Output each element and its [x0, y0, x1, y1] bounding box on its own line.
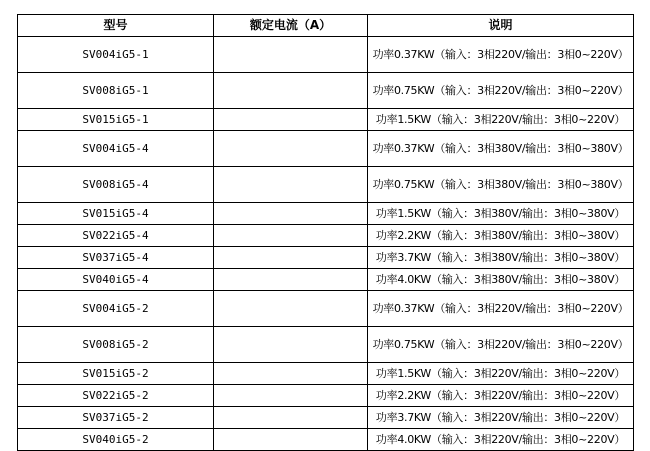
description-cell: 功率0.37KW（输入：3相380V/输出：3相0~380V） [368, 131, 634, 167]
rated-current-cell [214, 385, 368, 407]
model-cell: SV008iG5-4 [18, 167, 214, 203]
inverter-spec-table [17, 14, 634, 451]
header-description: 说明 [368, 15, 634, 37]
header-rated-current: 额定电流（A） [214, 15, 368, 37]
model-cell: SV004iG5-1 [18, 37, 214, 73]
description-cell: 功率3.7KW（输入：3相380V/输出：3相0~380V） [368, 247, 634, 269]
table-row [18, 167, 634, 203]
table-row [18, 225, 634, 247]
model-cell: SV015iG5-2 [18, 363, 214, 385]
description-cell: 功率0.75KW（输入：3相220V/输出：3相0~220V） [368, 327, 634, 363]
rated-current-cell [214, 291, 368, 327]
model-cell: SV004iG5-2 [18, 291, 214, 327]
description-cell: 功率3.7KW（输入：3相220V/输出：3相0~220V） [368, 407, 634, 429]
table-row [18, 73, 634, 109]
rated-current-cell [214, 37, 368, 73]
description-cell: 功率0.37KW（输入：3相220V/输出：3相0~220V） [368, 291, 634, 327]
model-cell: SV008iG5-1 [18, 73, 214, 109]
rated-current-cell [214, 327, 368, 363]
description-cell: 功率2.2KW（输入：3相380V/输出：3相0~380V） [368, 225, 634, 247]
rated-current-cell [214, 167, 368, 203]
table-row [18, 327, 634, 363]
table-row [18, 385, 634, 407]
rated-current-cell [214, 109, 368, 131]
table-row [18, 429, 634, 451]
table-row [18, 269, 634, 291]
model-cell: SV015iG5-1 [18, 109, 214, 131]
model-cell: SV022iG5-4 [18, 225, 214, 247]
rated-current-cell [214, 407, 368, 429]
rated-current-cell [214, 247, 368, 269]
header-row [18, 15, 634, 37]
rated-current-cell [214, 203, 368, 225]
rated-current-cell [214, 429, 368, 451]
model-cell: SV004iG5-4 [18, 131, 214, 167]
description-cell: 功率0.75KW（输入：3相380V/输出：3相0~380V） [368, 167, 634, 203]
description-cell: 功率1.5KW（输入：3相380V/输出：3相0~380V） [368, 203, 634, 225]
description-cell: 功率0.75KW（输入：3相220V/输出：3相0~220V） [368, 73, 634, 109]
description-cell: 功率4.0KW（输入：3相380V/输出：3相0~380V） [368, 269, 634, 291]
table-row [18, 37, 634, 73]
table-row [18, 291, 634, 327]
table-row [18, 407, 634, 429]
rated-current-cell [214, 363, 368, 385]
model-cell: SV015iG5-4 [18, 203, 214, 225]
table-row [18, 203, 634, 225]
header-model: 型号 [18, 15, 214, 37]
rated-current-cell [214, 269, 368, 291]
description-cell: 功率1.5KW（输入：3相220V/输出：3相0~220V） [368, 109, 634, 131]
table-row [18, 109, 634, 131]
description-cell: 功率0.37KW（输入：3相220V/输出：3相0~220V） [368, 37, 634, 73]
model-cell: SV040iG5-2 [18, 429, 214, 451]
model-cell: SV040iG5-4 [18, 269, 214, 291]
table-row [18, 363, 634, 385]
description-cell: 功率1.5KW（输入：3相220V/输出：3相0~220V） [368, 363, 634, 385]
table-body [18, 37, 634, 451]
rated-current-cell [214, 73, 368, 109]
description-cell: 功率4.0KW（输入：3相220V/输出：3相0~220V） [368, 429, 634, 451]
model-cell: SV037iG5-2 [18, 407, 214, 429]
table-row [18, 247, 634, 269]
model-cell: SV008iG5-2 [18, 327, 214, 363]
rated-current-cell [214, 131, 368, 167]
table-row [18, 131, 634, 167]
model-cell: SV037iG5-4 [18, 247, 214, 269]
description-cell: 功率2.2KW（输入：3相220V/输出：3相0~220V） [368, 385, 634, 407]
model-cell: SV022iG5-2 [18, 385, 214, 407]
rated-current-cell [214, 225, 368, 247]
